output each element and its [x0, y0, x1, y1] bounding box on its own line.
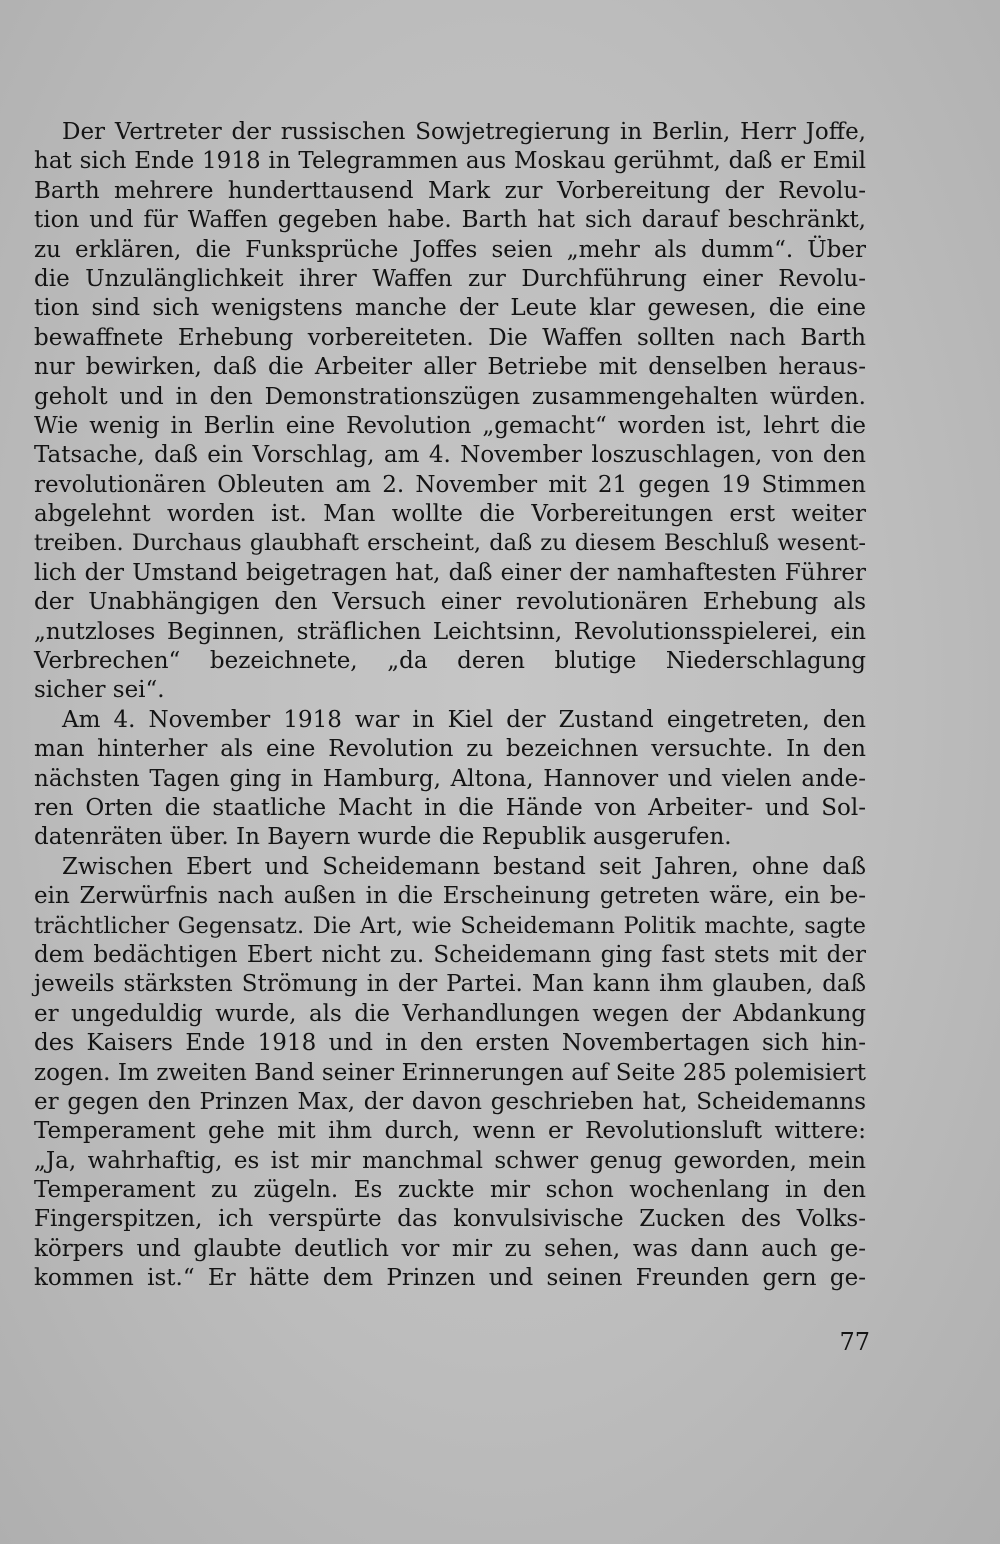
text-line: ren Orten die staatliche Macht in die Hände von Arbeiter- und Sol- [34, 794, 866, 821]
text-line: Verbrechen“ bezeichnete, „da deren blutige Niederschlagung [34, 648, 866, 675]
text-line: Fingerspitzen, ich verspürte das konvulsivische Zucken des Volks- [34, 1206, 866, 1233]
text-line: tion und für Waffen gegeben habe. Barth hat sich darauf beschränkt, [34, 207, 866, 234]
text-line: treiben. Durchaus glaubhaft erscheint, daß zu diesem Beschluß wesent- [34, 530, 866, 557]
text-line: bewaffnete Erhebung vorbereiteten. Die Waffen sollten nach Barth [34, 324, 866, 351]
text-line: man hinterher als eine Revolution zu bezeichnen versuchte. In den [34, 736, 866, 763]
text-line: der Unabhängigen den Versuch einer revolutionären Erhebung als [34, 589, 866, 616]
text-line: dem bedächtigen Ebert nicht zu. Scheidemann ging fast stets mit der [34, 941, 866, 968]
text-line: nur bewirken, daß die Arbeiter aller Betriebe mit denselben heraus- [34, 354, 866, 381]
text-line: datenräten über. In Bayern wurde die Republik ausgerufen. [34, 824, 732, 851]
text-line: hat sich Ende 1918 in Telegrammen aus Moskau gerühmt, daß er Emil [34, 148, 866, 175]
text-line: Temperament zu zügeln. Es zuckte mir schon wochenlang in den [34, 1177, 866, 1204]
text-line: kommen ist.“ Er hätte dem Prinzen und seinen Freunden gern ge- [34, 1265, 866, 1292]
text-line: jeweils stärksten Strömung in der Partei. Man kann ihm glauben, daß [34, 971, 866, 998]
text-line: „Ja, wahrhaftig, es ist mir manchmal schwer genug geworden, mein [34, 1147, 866, 1174]
text-line: lich der Umstand beigetragen hat, daß einer der namhaftesten Führer [34, 559, 866, 586]
text-line: die Unzulänglichkeit ihrer Waffen zur Durchführung einer Revolu- [34, 265, 866, 292]
text-line: zu erklären, die Funksprüche Joffes seien „mehr als dumm“. Über [34, 236, 866, 263]
text-line: Temperament gehe mit ihm durch, wenn er Revolutionsluft wittere: [34, 1118, 866, 1145]
text-line: er gegen den Prinzen Max, der davon geschrieben hat, Scheidemanns [34, 1088, 866, 1115]
text-line: körpers und glaubte deutlich vor mir zu sehen, was dann auch ge- [34, 1235, 866, 1262]
text-line: Tatsache, daß ein Vorschlag, am 4. November loszuschlagen, von den [34, 442, 866, 469]
text-line: zogen. Im zweiten Band seiner Erinnerungen auf Seite 285 polemisiert [34, 1059, 866, 1086]
text-line: Zwischen Ebert und Scheidemann bestand seit Jahren, ohne daß [62, 853, 866, 880]
text-line: Barth mehrere hunderttausend Mark zur Vorbereitung der Revolu- [34, 177, 866, 204]
body-text [34, 118, 866, 1294]
text-line: trächtlicher Gegensatz. Die Art, wie Scheidemann Politik machte, sagte [34, 912, 866, 939]
text-line: Am 4. November 1918 war in Kiel der Zustand eingetreten, den [62, 706, 866, 733]
text-line: ein Zerwürfnis nach außen in die Erscheinung getreten wäre, ein be- [34, 883, 866, 910]
text-line: revolutionären Obleuten am 2. November mit 21 gegen 19 Stimmen [34, 471, 866, 498]
text-line: nächsten Tagen ging in Hamburg, Altona, Hannover und vielen ande- [34, 765, 866, 792]
text-line: tion sind sich wenigstens manche der Leute klar gewesen, die eine [34, 295, 866, 322]
text-line: des Kaisers Ende 1918 und in den ersten Novembertagen sich hin- [34, 1030, 866, 1057]
text-line: sicher sei“. [34, 677, 165, 704]
text-line: „nutzloses Beginnen, sträflichen Leichtsinn, Revolutionsspielerei, ein [34, 618, 866, 645]
text-line: abgelehnt worden ist. Man wollte die Vorbereitungen erst weiter [34, 501, 866, 528]
text-line: Der Vertreter der russischen Sowjetregierung in Berlin, Herr Joffe, [62, 119, 866, 145]
text-line: er ungeduldig wurde, als die Verhandlungen wegen der Abdankung [34, 1000, 866, 1027]
text-line: Wie wenig in Berlin eine Revolution „gemacht“ worden ist, lehrt die [34, 412, 866, 439]
page-number: 77 [839, 1328, 870, 1356]
text-line: geholt und in den Demonstrationszügen zusammengehalten würden. [34, 383, 866, 410]
